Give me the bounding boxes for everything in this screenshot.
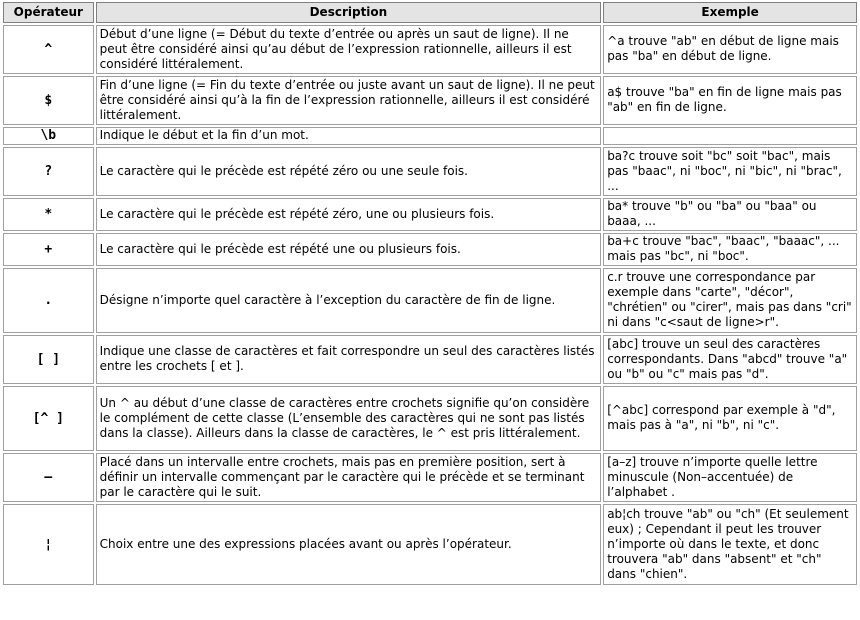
description-cell: Le caractère qui le précède est répété une ou plusieurs fois. (96, 233, 602, 266)
table-row (3, 76, 857, 125)
table-row (3, 25, 857, 74)
table-row (3, 335, 857, 384)
table-row (3, 268, 857, 333)
example-cell: ba* trouve "b" ou "ba" ou "baa" ou baaa, ... (603, 198, 857, 231)
operator-cell: * (3, 198, 94, 231)
example-cell: ba+c trouve "bac", "baac", "baaac", ... mais pas "bc", ni "boc". (603, 233, 857, 266)
header-row (3, 2, 857, 23)
operator-cell: \b (3, 127, 94, 145)
operator-cell: ^ (3, 25, 94, 74)
description-cell: Indique le début et la fin d’un mot. (96, 127, 602, 145)
table-row (3, 386, 857, 451)
description-cell: Début d’une ligne (= Début du texte d’entrée ou après un saut de ligne). Il ne peut être considéré ainsi qu’au début de l’expression rationnelle, ailleurs il est considéré littéralement. (96, 25, 602, 74)
table-row (3, 147, 857, 196)
operator-cell: + (3, 233, 94, 266)
description-cell: Choix entre une des expressions placées avant ou après l’opérateur. (96, 504, 602, 585)
operator-cell: – (3, 453, 94, 502)
example-cell: [a–z] trouve n’importe quelle lettre minuscule (Non–accentuée) de l’alphabet . (603, 453, 857, 502)
operator-cell: . (3, 268, 94, 333)
table-row (3, 233, 857, 266)
example-cell: ^a trouve "ab" en début de ligne mais pas "ba" en début de ligne. (603, 25, 857, 74)
regex-operators-table (1, 0, 859, 587)
header-operator: Opérateur (3, 2, 94, 23)
operator-cell: ? (3, 147, 94, 196)
operator-cell: [ ] (3, 335, 94, 384)
table-row (3, 198, 857, 231)
description-cell: Indique une classe de caractères et fait correspondre un seul des caractères listés entre les crochets [ et ]. (96, 335, 602, 384)
example-cell: a$ trouve "ba" en fin de ligne mais pas "ab" en fin de ligne. (603, 76, 857, 125)
header-description: Description (96, 2, 602, 23)
table-row (3, 504, 857, 585)
description-cell: Le caractère qui le précède est répété zéro ou une seule fois. (96, 147, 602, 196)
operator-cell: $ (3, 76, 94, 125)
operator-cell: [^ ] (3, 386, 94, 451)
description-cell: Un ^ au début d’une classe de caractères entre crochets signifie qu’on considère le complément de cette classe (L’ensemble des caractères qui ne sont pas listés dans la classe). Ailleurs dans la classe de caractères, le ^ est pris littéralement. (96, 386, 602, 451)
table-row (3, 127, 857, 145)
description-cell: Fin d’une ligne (= Fin du texte d’entrée ou juste avant un saut de ligne). Il ne peut être considéré ainsi qu’à la fin de l’expression rationnelle, ailleurs il est considéré littéralement. (96, 76, 602, 125)
description-cell: Placé dans un intervalle entre crochets, mais pas en première position, sert à définir un intervalle commençant par le caractère qui le précède et se terminant par le caractère qui le suit. (96, 453, 602, 502)
example-cell: [abc] trouve un seul des caractères correspondants. Dans "abcd" trouve "a" ou "b" ou "c" mais pas "d". (603, 335, 857, 384)
operator-cell: ¦ (3, 504, 94, 585)
example-cell: [^abc] correspond par exemple à "d", mais pas à "a", ni "b", ni "c". (603, 386, 857, 451)
header-example: Exemple (603, 2, 857, 23)
example-cell: ba?c trouve soit "bc" soit "bac", mais pas "baac", ni "boc", ni "bic", ni "brac", ... (603, 147, 857, 196)
description-cell: Le caractère qui le précède est répété zéro, une ou plusieurs fois. (96, 198, 602, 231)
example-cell (603, 127, 857, 145)
example-cell: ab¦ch trouve "ab" ou "ch" (Et seulement eux) ; Cependant il peut les trouver n’importe où dans le texte, et donc trouvera "ab" dans "absent" et "ch" dans "chien". (603, 504, 857, 585)
example-cell: c.r trouve une correspondance par exemple dans "carte", "décor", "chrétien" ou "cirer", mais pas dans "cri" ni dans "c<saut de ligne>r". (603, 268, 857, 333)
description-cell: Désigne n’importe quel caractère à l’exception du caractère de fin de ligne. (96, 268, 602, 333)
table-row (3, 453, 857, 502)
